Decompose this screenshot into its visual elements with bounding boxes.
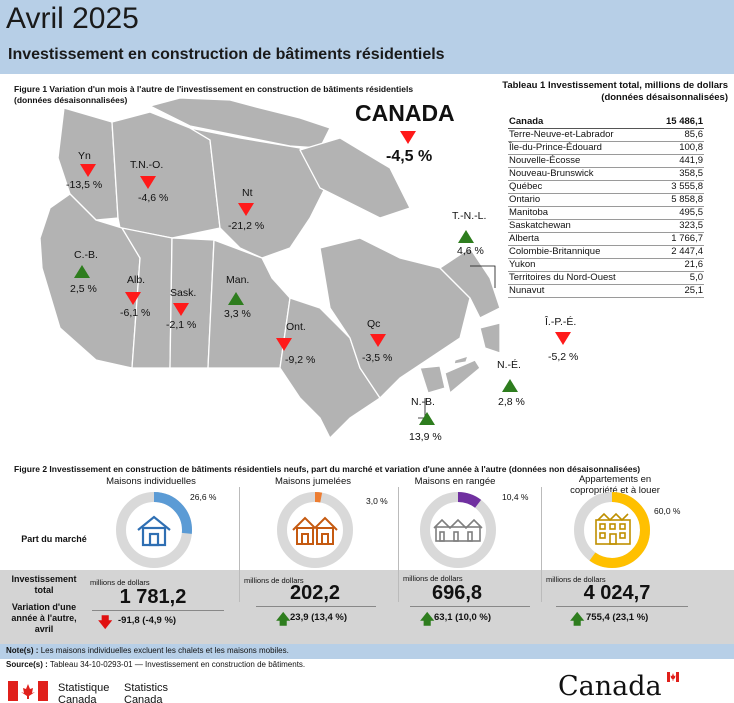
unit-label: millions de dollars [546, 575, 606, 584]
table-row [508, 232, 704, 245]
row-label-share: Part du marché [21, 534, 87, 544]
table-cell-value: 323,5 [652, 219, 704, 232]
table-row [508, 284, 704, 297]
arrow-up-icon: 🡅 [276, 611, 291, 627]
table-cell-value: 21,6 [652, 258, 704, 271]
map-newfoundland [480, 323, 500, 353]
table-cell-region: Nouvelle-Écosse [508, 154, 652, 167]
table-cell-region: Colombie-Britannique [508, 245, 652, 258]
arrow-down-icon [238, 203, 254, 216]
donut-chart [418, 490, 498, 570]
region-label-nb: N.-B. [411, 396, 435, 408]
change-value: -91,8 (-4,9 %) [118, 615, 177, 626]
region-value-man: 3,3 % [224, 308, 251, 320]
table-cell-region: Yukon [508, 258, 652, 271]
region-label-nwt: T.N.-O. [130, 159, 164, 171]
table-row [508, 128, 704, 141]
table-row [508, 115, 704, 128]
table-row [508, 219, 704, 232]
region-value-ns: 2,8 % [498, 396, 525, 408]
canada-flag-icon [8, 681, 48, 701]
change-value: 23,9 (13,4 %) [290, 612, 348, 623]
canada-value: -4,5 % [386, 148, 433, 165]
semi-detached-icon [293, 518, 337, 544]
unit-label: millions de dollars [244, 576, 304, 585]
arrow-up-icon [419, 412, 435, 425]
category-title: Appartements en copropriété et à louer [570, 474, 660, 496]
region-label-bc: C.-B. [74, 249, 98, 261]
region-value-alb: -6,1 % [120, 307, 151, 319]
unit-label: millions de dollars [90, 578, 150, 587]
share-label: 10,4 % [502, 492, 529, 502]
table-cell-value: 5,0 [652, 271, 704, 284]
apartment-icon [596, 514, 630, 544]
region-value-nb: 13,9 % [409, 431, 442, 443]
table-cell-value: 15 486,1 [652, 115, 704, 128]
statcan-fr: Statistique Canada [58, 682, 110, 703]
region-label-ns: N.-É. [497, 359, 521, 371]
region-label-yn: Yn [78, 150, 91, 162]
region-value-yn: -13,5 % [66, 179, 103, 191]
table1 [508, 115, 704, 298]
house-icon [138, 517, 170, 545]
table-cell-region: Québec [508, 180, 652, 193]
table-cell-region: Saskatchewan [508, 219, 652, 232]
table-row [508, 245, 704, 258]
donut-chart [572, 490, 652, 570]
table-cell-value: 2 447,4 [652, 245, 704, 258]
amount-value: 696,8 [431, 582, 483, 604]
divider [541, 487, 542, 602]
row-label-change: Variation d'une année à l'autre, avril [11, 602, 77, 634]
arrow-down-icon [80, 164, 96, 177]
arrow-down-icon [370, 334, 386, 347]
notes: Note(s) : Les maisons individuelles excluent les chalets et les maisons mobiles. [6, 646, 289, 655]
table-cell-region: Canada [508, 115, 652, 128]
table-row [508, 167, 704, 180]
table-cell-value: 25,1 [652, 284, 704, 297]
table-cell-value: 441,9 [652, 154, 704, 167]
table-cell-value: 5 858,8 [652, 193, 704, 206]
canada-wordmark: Canada [558, 671, 662, 702]
region-label-ont: Ont. [286, 321, 306, 333]
table-cell-value: 495,5 [652, 206, 704, 219]
region-label-alb: Alb. [127, 274, 146, 286]
arrow-up-icon [458, 230, 474, 243]
region-label-nl: T.-N.-L. [452, 210, 487, 222]
arrow-up-icon: 🡅 [570, 611, 585, 627]
table-cell-region: Manitoba [508, 206, 652, 219]
arrow-down-icon: 🡇 [98, 614, 113, 630]
table-row [508, 180, 704, 193]
table-row [508, 154, 704, 167]
region-value-bc: 2,5 % [70, 283, 97, 295]
map-pei [454, 356, 468, 364]
arrow-down-icon [555, 332, 571, 345]
table-row [508, 141, 704, 154]
table-cell-value: 100,8 [652, 141, 704, 154]
table1-title: Tableau 1 Investissement total, millions de dollars (données désaisonnalisées) [502, 80, 728, 103]
region-value-nl: 4,6 % [457, 245, 484, 257]
arrow-down-icon [400, 131, 416, 144]
amount-value: 4 024,7 [583, 582, 651, 604]
category-title: Maisons jumelées [274, 476, 352, 487]
region-value-nwt: -4,6 % [138, 192, 169, 204]
amount-value: 202,2 [289, 582, 341, 604]
table-row [508, 193, 704, 206]
region-label-man: Man. [226, 274, 250, 286]
row-label-investment: Investissement total [11, 574, 77, 595]
amount-value: 1 781,2 [119, 586, 187, 608]
canada-label: CANADA [355, 100, 455, 126]
figure1-title: Figure 1 Variation d'un mois à l'autre de l'investissement en construction de bâtiments résidentiels (données désaisonnalisées) [14, 84, 414, 105]
change-value: 755,4 (23,1 %) [586, 612, 649, 623]
source: Source(s) : Tableau 34-10-0293-01 — Investissement en construction de bâtiments. [6, 660, 306, 669]
region-label-qc: Qc [367, 318, 381, 330]
table-cell-region: Terre-Neuve-et-Labrador [508, 128, 652, 141]
header-banner [0, 0, 734, 74]
region-value-qc: -3,5 % [362, 352, 393, 364]
arrow-up-icon: 🡅 [420, 611, 435, 627]
arrow-up-icon [228, 292, 244, 305]
share-label: 26,6 % [190, 492, 217, 502]
divider [239, 487, 240, 602]
page-title: Avril 2025 [6, 2, 139, 35]
table-row [508, 258, 704, 271]
region-value-ont: -9,2 % [285, 354, 316, 366]
region-label-sask: Sask. [170, 287, 197, 299]
statcan-en: Statistics Canada [124, 682, 169, 703]
table-cell-value: 85,6 [652, 128, 704, 141]
row-houses-icon [434, 520, 482, 541]
table-cell-value: 358,5 [652, 167, 704, 180]
page-subtitle: Investissement en construction de bâtiments résidentiels [8, 46, 445, 63]
unit-label: millions de dollars [403, 574, 463, 583]
map-nb [420, 366, 445, 393]
table-cell-region: Territoires du Nord-Ouest [508, 271, 652, 284]
share-label: 3,0 % [366, 496, 388, 506]
arrow-down-icon [173, 303, 189, 316]
region-label-pei: Î.-P.-É. [545, 316, 577, 328]
share-label: 60,0 % [654, 506, 681, 516]
table-cell-region: Nouveau-Brunswick [508, 167, 652, 180]
map-ns [445, 360, 480, 393]
change-value: 63,1 (10,0 %) [434, 612, 492, 623]
donut-chart [275, 490, 355, 570]
table-cell-region: Ontario [508, 193, 652, 206]
table-cell-region: Nunavut [508, 284, 652, 297]
table-cell-value: 1 766,7 [652, 232, 704, 245]
table-row [508, 206, 704, 219]
region-label-nt: Nt [242, 187, 253, 199]
region-value-pei: -5,2 % [548, 351, 579, 363]
arrow-down-icon [125, 292, 141, 305]
region-value-sask: -2,1 % [166, 319, 197, 331]
arrow-up-icon [502, 379, 518, 392]
arrow-up-icon [74, 265, 90, 278]
donut-chart [114, 490, 194, 570]
table-row [508, 271, 704, 284]
table-cell-region: Île-du-Prince-Édouard [508, 141, 652, 154]
wordmark-flag-icon [667, 672, 679, 682]
figure2-title: Figure 2 Investissement en construction de bâtiments résidentiels neufs, part du marché et variation d'une année à l'autre (données non désaisonnalisées) [14, 464, 641, 474]
table-cell-value: 3 555,8 [652, 180, 704, 193]
category-title: Maisons en rangée [414, 476, 496, 487]
table-cell-region: Alberta [508, 232, 652, 245]
category-title: Maisons individuelles [106, 476, 196, 487]
arrow-down-icon [276, 338, 292, 351]
arrow-down-icon [140, 176, 156, 189]
region-value-nt: -21,2 % [228, 220, 265, 232]
